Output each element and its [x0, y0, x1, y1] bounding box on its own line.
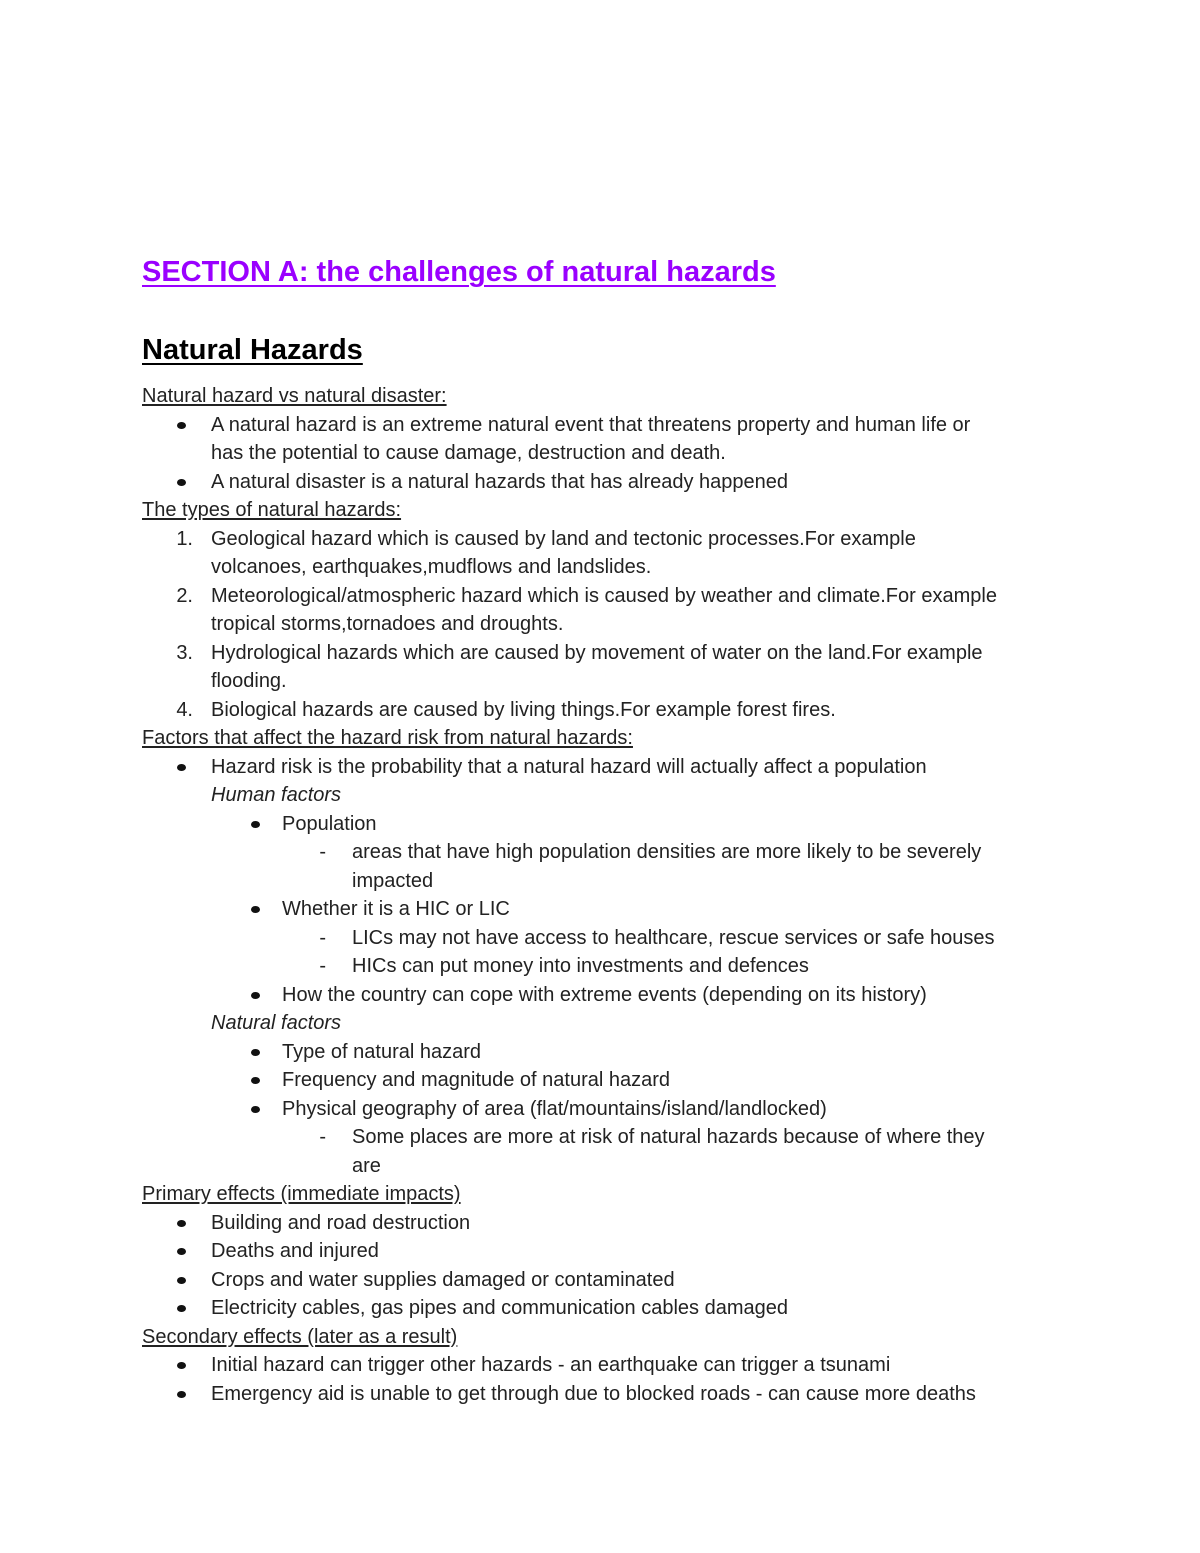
list-item	[0, 1294, 1200, 1323]
list-item	[0, 981, 1200, 1010]
list-item	[0, 1266, 1200, 1295]
item-number: 3.	[176, 641, 193, 664]
list-item-text: tropical storms,tornadoes and droughts.	[211, 613, 564, 635]
list-item	[0, 810, 1200, 839]
bullet-icon	[251, 821, 260, 828]
category-label-text: Natural factors	[211, 1012, 342, 1034]
list-item	[0, 1209, 1200, 1238]
sub-list-item	[0, 952, 1200, 981]
page-heading: Natural Hazards	[142, 334, 363, 366]
list-item-text: Hydrological hazards which are caused by movement of water on the land.For example	[211, 641, 983, 664]
list-item-text: LICs may not have access to healthcare, rescue services or safe houses	[352, 926, 995, 949]
bullet-icon	[251, 1077, 260, 1084]
list-item-text: areas that have high population densities are more likely to be severely	[352, 841, 982, 863]
subheading	[0, 496, 1200, 525]
subheading-text: Secondary effects (later as a result)	[142, 1325, 458, 1348]
dash-marker: -	[319, 955, 326, 977]
numbered-item	[0, 525, 1200, 554]
subheading	[0, 724, 1200, 753]
category-label-text: Human factors	[211, 784, 342, 806]
subheading-text: Natural hazard vs natural disaster:	[142, 385, 447, 407]
subheading	[0, 1323, 1200, 1352]
list-item-text: HICs can put money into investments and defences	[352, 955, 809, 977]
bullet-icon	[177, 1305, 186, 1312]
list-item-text: Hazard risk is the probability that a natural hazard will actually affect a population	[211, 755, 927, 778]
bullet-icon	[177, 479, 186, 486]
subheading	[0, 1180, 1200, 1209]
subheading	[0, 382, 1200, 411]
list-item-text: has the potential to cause damage, destruction and death.	[211, 442, 726, 464]
bullet-icon	[251, 1106, 260, 1113]
list-item-text: Initial hazard can trigger other hazards - an earthquake can trigger a tsunami	[211, 1354, 891, 1376]
bullet-icon	[177, 1248, 186, 1255]
numbered-item	[0, 639, 1200, 668]
list-item-continuation	[0, 610, 1200, 639]
bullet-icon	[251, 1049, 260, 1056]
list-item	[0, 1038, 1200, 1067]
list-item	[0, 1095, 1200, 1124]
bullet-icon	[177, 422, 186, 429]
list-item	[0, 895, 1200, 924]
subheading-text: Primary effects (immediate impacts)	[142, 1183, 461, 1205]
list-item	[0, 1351, 1200, 1380]
list-item-text: Geological hazard which is caused by land and tectonic processes.For example	[211, 527, 916, 550]
list-item-continuation	[0, 439, 1200, 468]
list-item-text: are	[352, 1154, 381, 1177]
list-item-text: A natural hazard is an extreme natural event that threatens property and human life or	[211, 413, 971, 436]
sub-list-item	[0, 924, 1200, 953]
list-item-text: Frequency and magnitude of natural hazard	[282, 1069, 671, 1091]
list-item-text: Biological hazards are caused by living things.For example forest fires.	[211, 698, 836, 721]
list-item-text: Some places are more at risk of natural hazards because of where they	[352, 1126, 985, 1148]
numbered-item	[0, 696, 1200, 725]
item-number: 4.	[176, 698, 193, 721]
list-item-text: Building and road destruction	[211, 1211, 471, 1234]
bullet-icon	[177, 764, 186, 771]
list-item-continuation	[0, 553, 1200, 582]
list-item	[0, 753, 1200, 782]
bullet-icon	[177, 1220, 186, 1227]
bullet-icon	[177, 1391, 186, 1398]
section-title: SECTION A: the challenges of natural hazards	[142, 256, 776, 288]
list-item-continuation	[0, 1152, 1200, 1181]
category-label	[0, 1009, 1200, 1038]
dash-marker: -	[319, 926, 326, 949]
dash-marker: -	[319, 1126, 326, 1148]
list-item-continuation	[0, 867, 1200, 896]
bullet-icon	[251, 992, 260, 999]
list-item-text: How the country can cope with extreme events (depending on its history)	[282, 983, 927, 1006]
bullet-icon	[177, 1277, 186, 1284]
category-label	[0, 781, 1200, 810]
dash-marker: -	[319, 841, 326, 863]
list-item-text: Physical geography of area (flat/mountains/island/landlocked)	[282, 1097, 827, 1120]
list-item-text: Emergency aid is unable to get through due to blocked roads - can cause more deaths	[211, 1382, 976, 1405]
list-item-text: A natural disaster is a natural hazards that has already happened	[211, 470, 789, 493]
list-item	[0, 1066, 1200, 1095]
list-item-text: volcanoes, earthquakes,mudflows and landslides.	[211, 556, 652, 578]
list-item	[0, 1380, 1200, 1409]
sub-list-item	[0, 838, 1200, 867]
item-number: 2.	[176, 584, 193, 607]
list-item-text: Whether it is a HIC or LIC	[282, 898, 510, 920]
bullet-icon	[177, 1362, 186, 1369]
list-item-text: Electricity cables, gas pipes and communication cables damaged	[211, 1297, 788, 1319]
item-number: 1.	[176, 527, 193, 550]
list-item	[0, 468, 1200, 497]
bullet-icon	[251, 906, 260, 913]
list-item-text: Deaths and injured	[211, 1240, 379, 1262]
list-item-text: Type of natural hazard	[282, 1040, 482, 1063]
list-item-text: impacted	[352, 869, 434, 892]
notes-body	[0, 382, 1200, 1408]
list-item-continuation	[0, 667, 1200, 696]
numbered-item	[0, 582, 1200, 611]
list-item	[0, 411, 1200, 440]
list-item-text: Meteorological/atmospheric hazard which is caused by weather and climate.For example	[211, 584, 997, 607]
list-item-text: Crops and water supplies damaged or contaminated	[211, 1268, 675, 1291]
list-item-text: flooding.	[211, 670, 287, 692]
list-item-text: Population	[282, 812, 377, 835]
list-item	[0, 1237, 1200, 1266]
subheading-text: Factors that affect the hazard risk from natural hazards:	[142, 727, 633, 749]
sub-list-item	[0, 1123, 1200, 1152]
subheading-text: The types of natural hazards:	[142, 499, 402, 521]
